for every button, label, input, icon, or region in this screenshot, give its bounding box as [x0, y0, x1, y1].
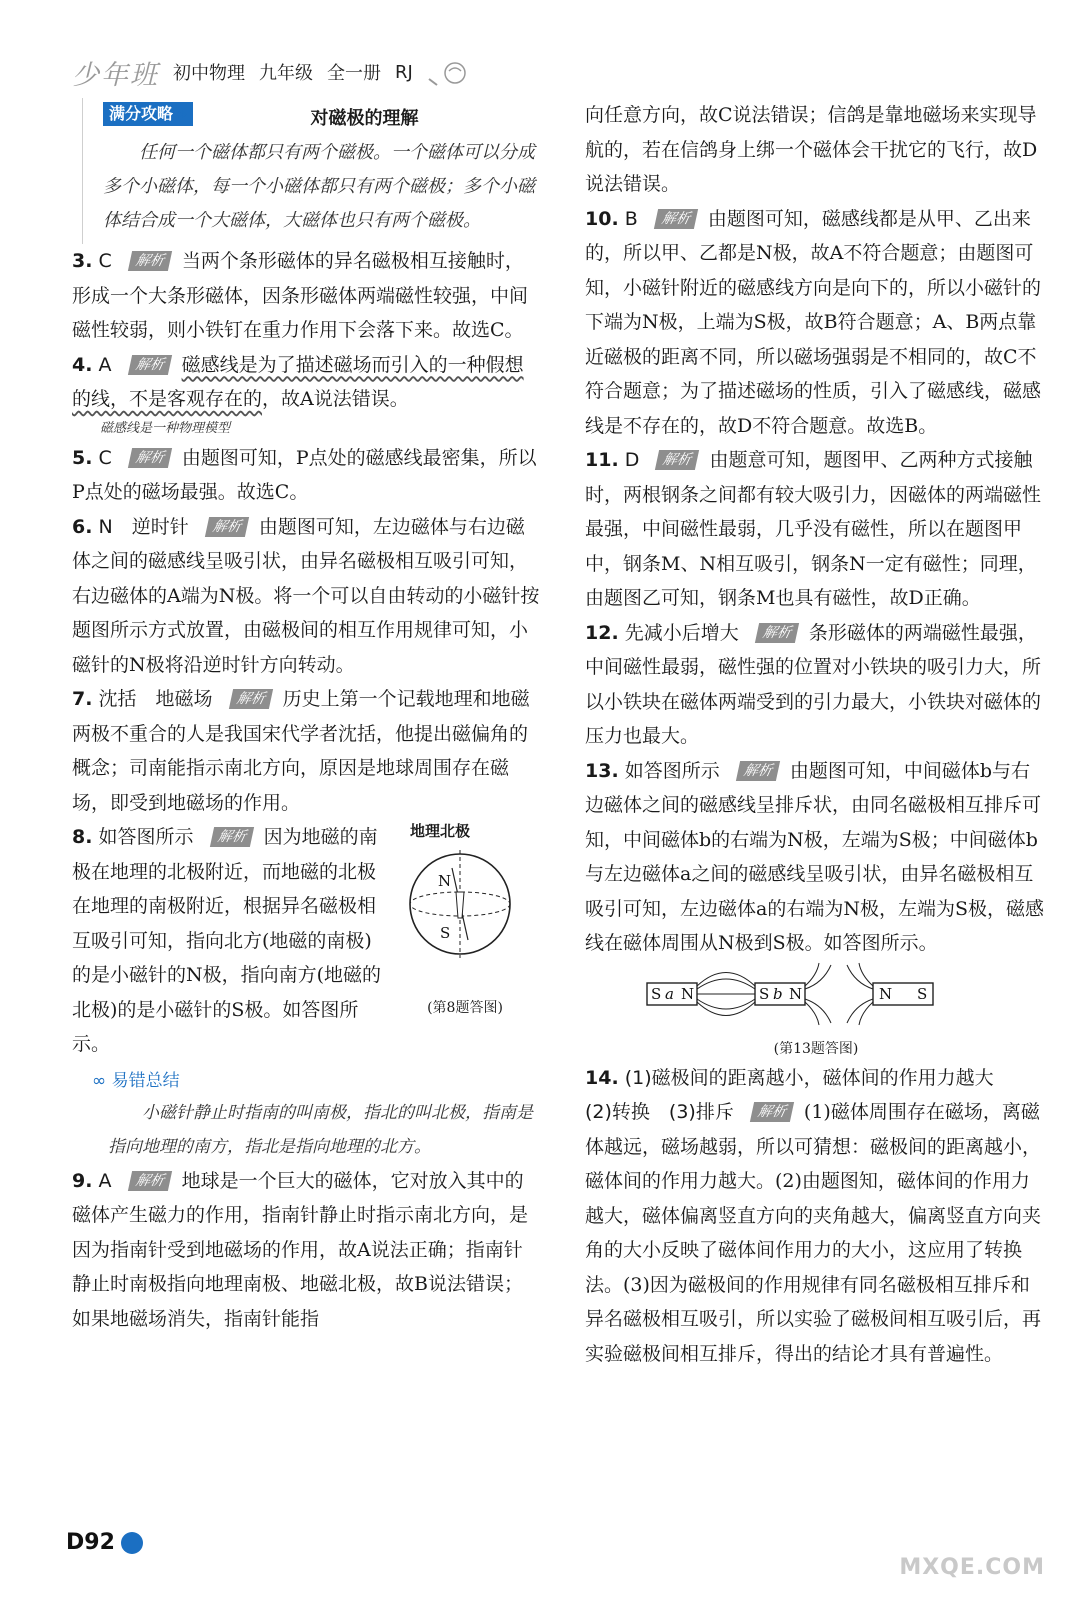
question-8 — [72, 820, 540, 1062]
answer-2: (2)转换 (3)排斥 — [585, 1101, 734, 1123]
analysis-text: 当两个条形磁体的异名磁极相互接触时，形成一个大条形磁体，因条形磁体两端磁性较强，中间磁性较弱，则小铁钉在重力作用下会落下来。故选C。 — [72, 250, 529, 341]
globe-diagram — [404, 846, 524, 966]
answer: D — [624, 449, 640, 471]
answer: 如答图所示 — [624, 759, 720, 782]
magnet-b-s-label: S — [759, 984, 770, 1003]
header-edition: RJ — [395, 61, 413, 83]
question-number: 7. — [72, 688, 93, 710]
magnet-c-n-label: N — [879, 984, 893, 1003]
analysis-badge: 解析 — [755, 623, 799, 643]
analysis-text: 条形磁体的两端磁性最强，中间磁性最弱，磁性强的位置对小铁块的吸引力大，所以小铁块在磁体两端受到的引力最大，小铁块对磁体的压力也最大。 — [585, 621, 1042, 747]
double-chevron-icon: » — [177, 104, 188, 123]
magnet-b-n-label: N — [789, 984, 803, 1003]
answer: A — [98, 1169, 112, 1192]
analysis-badge: 解析 — [736, 761, 780, 781]
question-3 — [72, 244, 540, 348]
compass-needle-icon — [456, 892, 464, 918]
analysis-text: 由题图可知，左边磁体与右边磁体之间的磁感线呈吸引状，由异名磁极相互吸引可知，右边磁体的A端为N极。将一个可以自由转动的小磁针按题图所示方式放置，由磁极间的相互作用规律可知，小磁针的N极将沿逆时针方向转动。 — [72, 515, 540, 676]
answer: B — [624, 207, 638, 230]
question-5 — [72, 441, 540, 510]
error-summary-box — [92, 1066, 540, 1164]
analysis-badge: 解析 — [127, 355, 171, 375]
field-lines — [697, 963, 873, 1025]
analysis-badge: 解析 — [750, 1102, 794, 1122]
question-number: 13. — [585, 759, 619, 782]
question-10 — [585, 202, 1047, 444]
analysis-badge: 解析 — [654, 209, 698, 229]
question-number: 4. — [72, 353, 93, 376]
question-number: 12. — [585, 621, 619, 644]
analysis-badge: 解析 — [127, 1171, 171, 1191]
question-7 — [72, 682, 540, 820]
answer: N 逆时针 — [98, 515, 189, 538]
header-subject: 初中物理 — [173, 63, 245, 84]
wavy-underlined-text: 磁感线是为了描述磁场而引入的一种假想的线，不是客观存在的 — [72, 353, 524, 410]
magnet-c-s-label: S — [917, 984, 928, 1003]
analysis-text: 由题图可知，中间磁体b与右边磁体之间的磁感线呈排斥状，由同名磁极相互排斥可知，中间磁体b的右端为N极，左端为S极；中间磁体b与左边磁体a之间的磁感线呈吸引状，由异名磁极相互吸引可知，左边磁体a的右端为N极，左端为S极，磁感线在磁体周围从N极到S极。如答图所示。 — [585, 759, 1044, 954]
analysis-badge: 解析 — [205, 517, 249, 537]
question-number: 8. — [72, 826, 93, 848]
figure-13 — [585, 961, 1047, 1061]
analysis-text: 由题意可知，题图甲、乙两种方式接触时，两根钢条之间都有较大吸引力，因磁体的两端磁性最强，中间磁性最弱，几乎没有磁性，所以在题图甲中，钢条M、N相互吸引，钢条N一定有磁性；同理，由题图乙可知，钢条M也具有磁性，故D正确。 — [585, 449, 1042, 609]
left-column — [72, 98, 540, 1336]
tip-box — [82, 98, 540, 244]
error-summary-label: 易错总结 — [111, 1070, 180, 1091]
question-number: 11. — [585, 449, 619, 471]
analysis-text: 历史上第一个记载地理和地磁两极不重合的人是我国宋代学者沈括，他提出磁偏角的概念；司南能指示南北方向，原因是地球周围存在磁场，即受到地磁场的作用。 — [72, 688, 530, 814]
page-footer — [66, 1530, 143, 1555]
handwritten-note: 磁感线是一种物理模型 — [100, 420, 231, 436]
question-13 — [585, 754, 1047, 961]
right-column — [585, 98, 1047, 1371]
figure-13-caption: (第13题答图) — [773, 1040, 859, 1057]
tip-title: 对磁极的理解 — [310, 108, 419, 129]
brand-logo: 少年班 — [72, 59, 159, 91]
analysis-text: 因为地磁的南极在地理的北极附近，而地磁的北极在地理的南极附近，根据异名磁极相互吸引可知，指向北方(地磁的南极)的是小磁针的N极，指向南方(地磁的北极)的是小磁针的S极。如答图所示。 — [72, 826, 382, 1055]
question-9 — [72, 1164, 540, 1337]
question-12 — [585, 616, 1047, 754]
tip-tag-label: 满分攻略 — [109, 104, 174, 123]
globe-s-label: S — [440, 924, 451, 942]
analysis-text: 向任意方向，故C说法错误；信鸽是靠地磁场来实现导航的，若在信鸽身上绑一个磁体会干扰它的飞行，故D说法错误。 — [585, 104, 1038, 195]
answer: C — [98, 250, 112, 272]
error-summary-text: 小磁针静止时指南的叫南极，指北的叫北极，指南是指向地理的南方，指北是指向地理的北方。 — [108, 1102, 533, 1157]
answer: C — [98, 446, 112, 469]
question-number: 6. — [72, 515, 93, 538]
analysis-badge: 解析 — [655, 450, 699, 470]
analysis-text: ，故A说法错误。 — [262, 388, 409, 410]
analysis-badge: 解析 — [128, 251, 172, 271]
error-summary-tag — [92, 1066, 540, 1096]
header-grade: 九年级 — [259, 63, 313, 84]
magnet-a-label: a — [665, 984, 674, 1003]
question-number: 5. — [72, 446, 93, 469]
figure-8-top-label: 地理北极 — [410, 822, 471, 840]
tip-tag — [103, 102, 193, 126]
link-icon: ∞ — [92, 1070, 107, 1091]
analysis-badge: 解析 — [228, 689, 272, 709]
figure-8-caption: (第8题答图) — [427, 1000, 503, 1016]
tip-text: 任何一个磁体都只有两个磁极。一个磁体可以分成多个小磁体，每一个小磁体都只有两个磁极；多个小磁体结合成一个大磁体，大磁体也只有两个磁极。 — [103, 142, 535, 231]
answer: 如答图所示 — [98, 826, 194, 848]
question-9-continued — [585, 98, 1047, 202]
header-decoration-icon — [427, 57, 471, 87]
analysis-text: 地球是一个巨大的磁体，它对放入其中的磁体产生磁力的作用，指南针静止时指示南北方向，是因为指南针受到地磁场的作用，故A说法正确；指南针静止时南极指向地理南极、地磁北极，故B说法错误；如果地磁场消失，指南针能指 — [72, 1169, 529, 1330]
analysis-text: 由题图可知，磁感线都是从甲、乙出来的，所以甲、乙都是N极，故A不符合题意；由题图可知，小磁针附近的磁感线方向是向下的，所以小磁针的下端为N极，上端为S极，故B符合题意；A、B两点靠近磁极的距离不同，所以磁场强弱是不相同的，故C不符合题意；为了描述磁场的性质，引入了磁感线，磁感线是不存在的，故D不符合题意。故选B。 — [585, 207, 1042, 437]
answer: 沈括 地磁场 — [98, 688, 213, 710]
question-11 — [585, 443, 1047, 616]
question-number: 10. — [585, 207, 619, 230]
header-volume: 全一册 — [327, 63, 381, 84]
figure-8 — [390, 820, 540, 1018]
question-4 — [72, 348, 540, 441]
page-number: D92 — [66, 1530, 115, 1555]
answer: A — [98, 353, 112, 376]
analysis-badge: 解析 — [128, 448, 172, 468]
question-14 — [585, 1061, 1047, 1372]
analysis-text: (1)磁体周围存在磁场，离磁体越远，磁场越弱，所以可猜想：磁极间的距离越小，磁体间的作用力越大。(2)由题图知，磁体间的作用力越大，磁体偏离竖直方向的夹角越大，偏离竖直方向夹角的大小反映了磁体间作用力的大小，这应用了转换法。(3)因为磁极间的作用规律有同名磁极相互排斥和异名磁极相互吸引，所以实验了磁极间相互吸引后，再实验磁极间相互排斥，得出的结论才具有普遍性。 — [585, 1101, 1042, 1365]
question-6 — [72, 510, 540, 683]
magnet-a-s-label: S — [651, 984, 662, 1003]
magnet-b-label: b — [773, 984, 783, 1003]
magnet-a-n-label: N — [681, 984, 695, 1003]
question-number: 14. — [585, 1066, 619, 1089]
question-number: 3. — [72, 250, 93, 272]
page-header — [72, 52, 471, 92]
question-number: 9. — [72, 1169, 93, 1192]
globe-n-label: N — [438, 872, 452, 890]
analysis-text: 由题图可知，P点处的磁感线最密集，所以P点处的磁场最强。故选C。 — [72, 446, 537, 503]
watermark: MXQE.COM — [899, 1555, 1045, 1580]
answer: 先减小后增大 — [624, 621, 739, 644]
analysis-badge: 解析 — [209, 827, 253, 847]
magnets-diagram — [645, 961, 945, 1035]
answer: (1)磁极间的距离越小，磁体间的作用力越大 — [624, 1066, 994, 1089]
blue-dot-icon — [121, 1532, 143, 1554]
